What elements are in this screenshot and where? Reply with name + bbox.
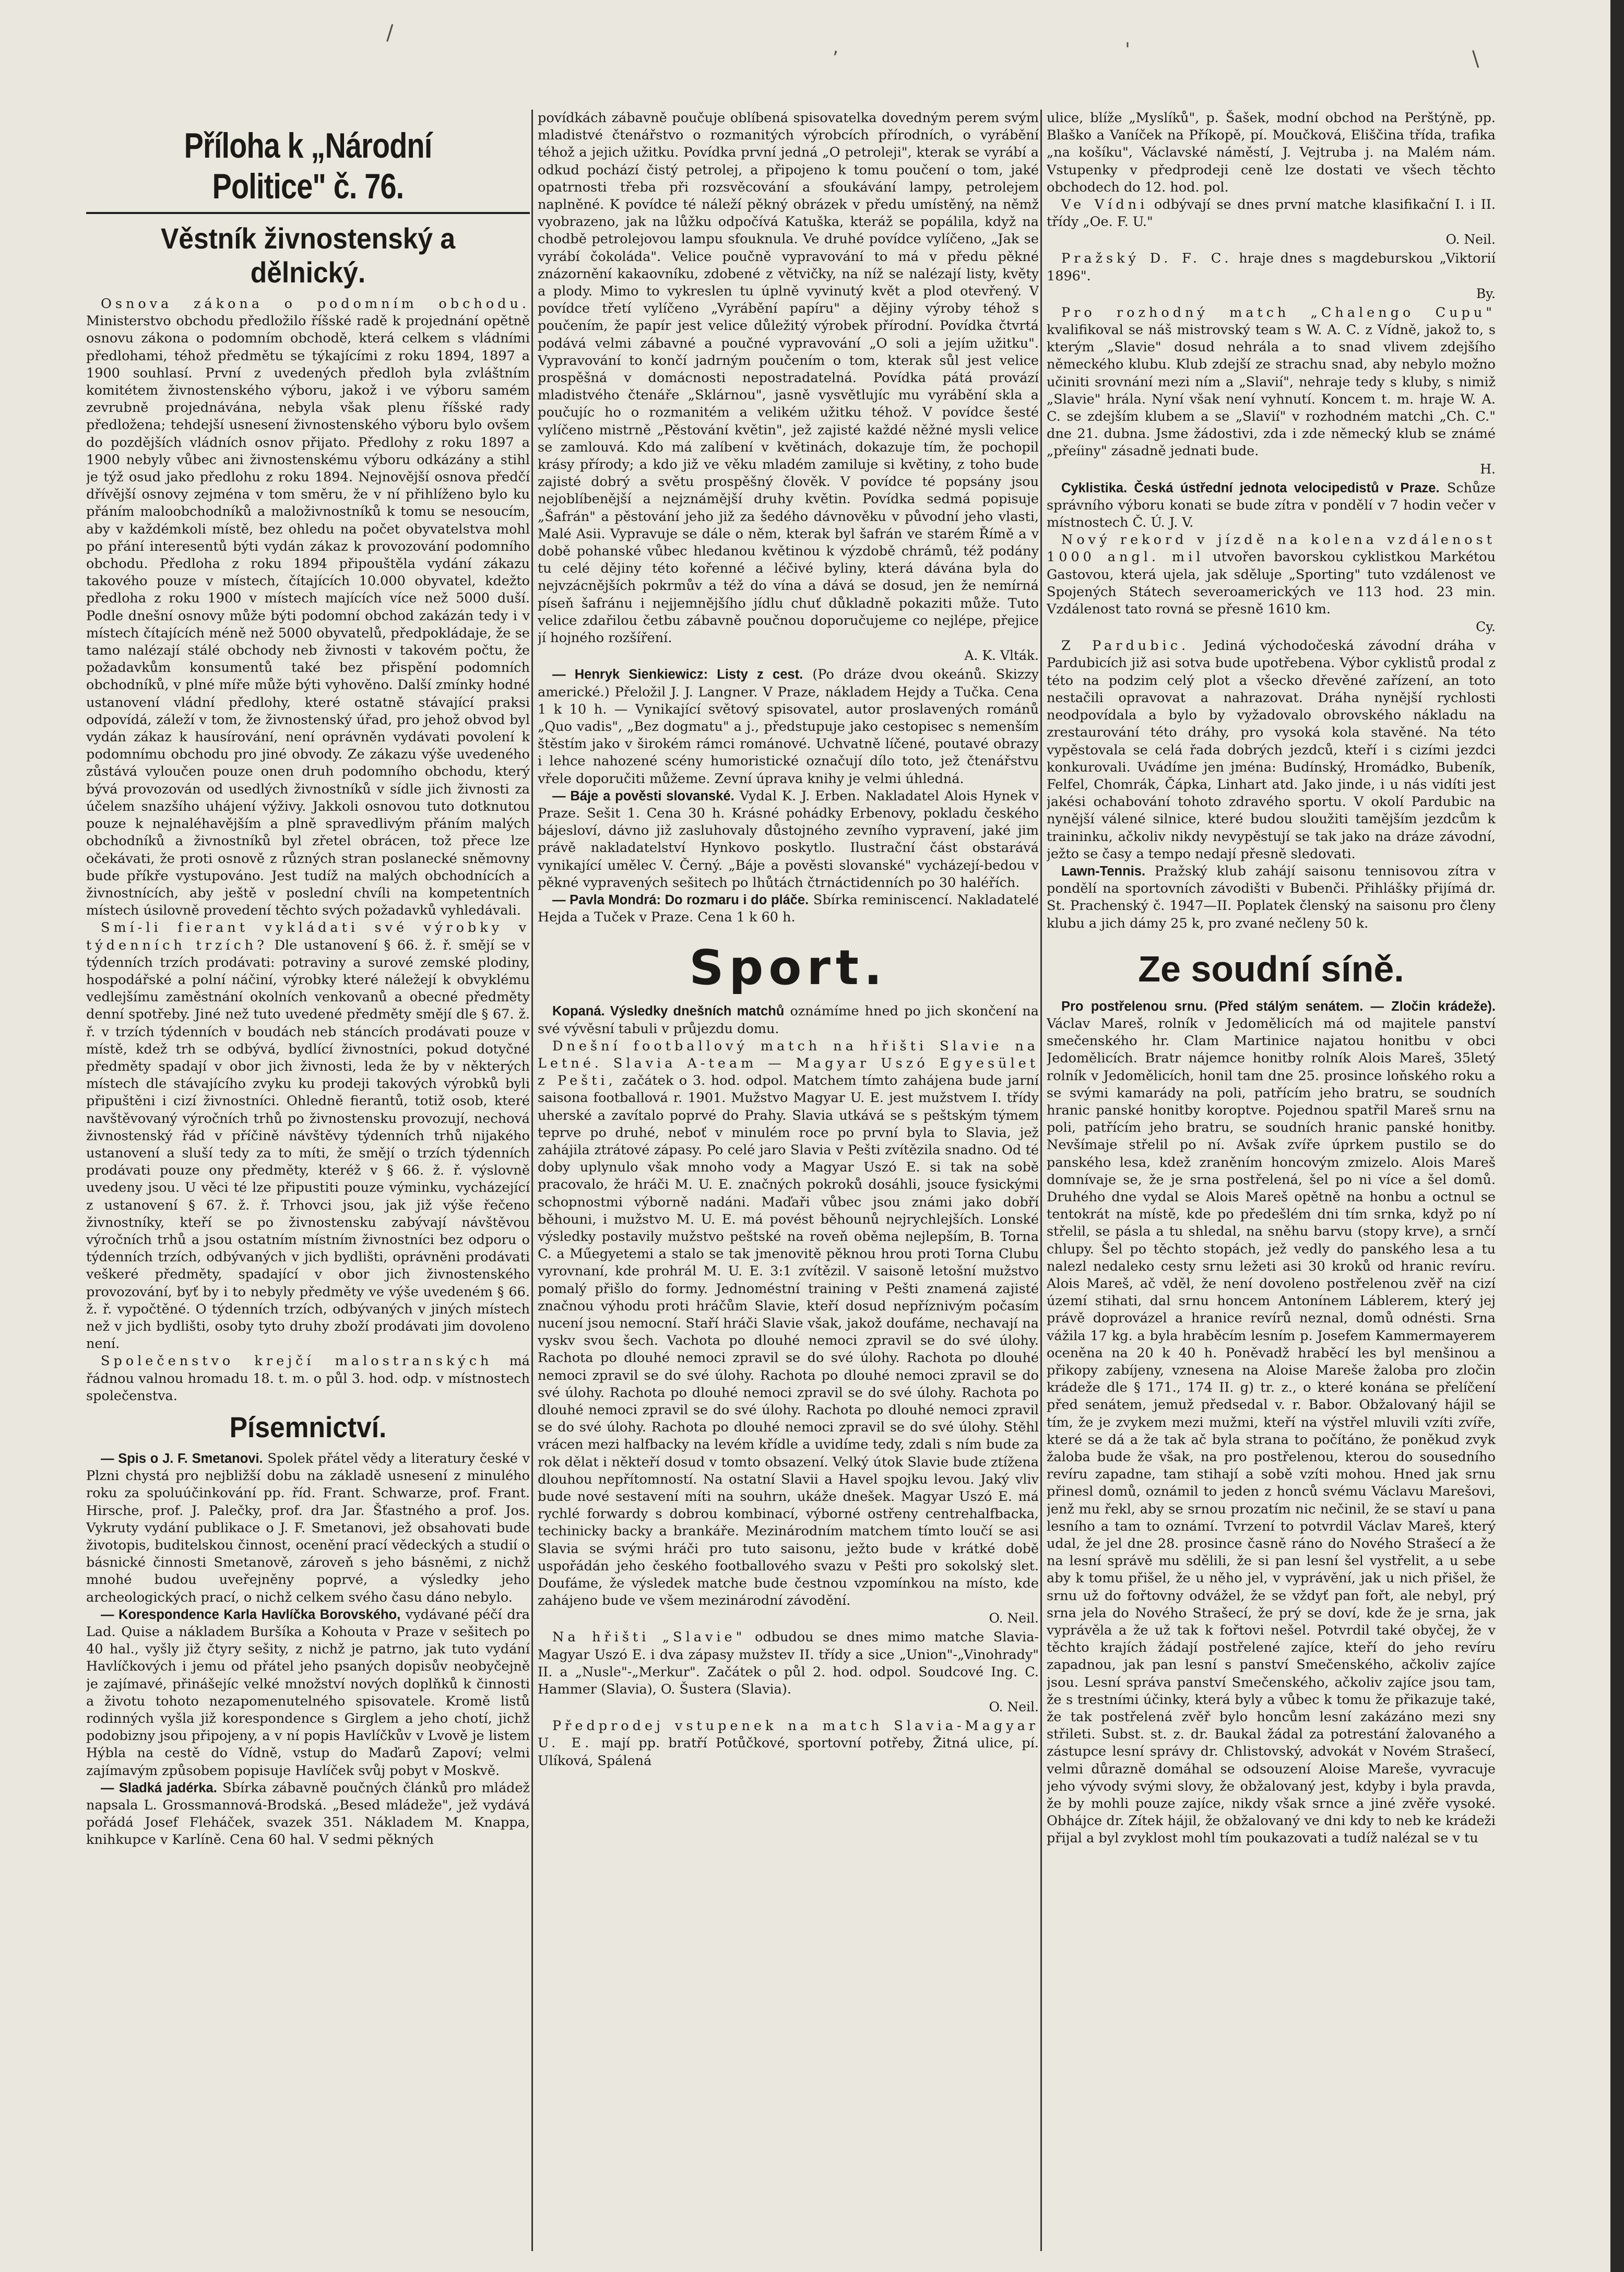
scan-mark: \	[1472, 47, 1479, 71]
article-fierant: Smí-li fierant vykládati své výrobky v týdenních trzích? Dle ustanovení § 66. ž. ř. smějí se v týdenních trzích prodávati: potraviny a surové zemské plodiny, hospodářské a polní náčiní, výrobky které náležejí k obvyklému vedlejšímu zaměstnání okolních venkovanů a obecné předměty denní spotřeby. Jiné než tuto uvedené předměty smějí dle § 67. ž. ř. v trzích týdenních v boudách neb stáncích prodávati pouze v místě, kdež trh se odbývá, bydlící živnostníci, pokud dotyčné předměty spadají v obor jich živnosti, leda že by v některých místech dle stávajícího zvyku ku prodeji takových výrobků byli připuštěni i cizí živnostníci. Ohledně fierantů, totiž osob, které navštěvovaný výročních trhů po živnostensku provozují, nechová živnostenský řád v příčině návštěvy týdenních trhů nijakého ustanovení a sluší tedy za to míti, že smějí o trzích týdenních prodávati pouze ony předměty, kteréž v § 66. ž. ř. výslovně uvedeny jsou. U věci té lze připustiti pouze výminku, vycházející z ustanovení § 67. ž. ř. Trhovci jsou, jak již výše řečeno živnostníky, kteří se po živnostensku zabývají návštěvou výročních trhů a jsou ostatním místním živnostníci bez odporu o týdenních trzích, odbývaných v jich bydlišti, oprávněni prodávati veškeré předměty, spadající v obor jich živnostenského provozování, byť by i to nebyly předměty ve výše uvedeném § 66. ž. ř. vypočtěné. O týdenních trzích, odbývaných v jiných místech než v jich bydlišti, osoby tyto druhy zboží prodávati jim dovoleno není.	[86, 920, 530, 1352]
masthead-rule	[86, 212, 530, 214]
article-podomni-obchod: Osnova zákona o podomním obchodu. Ministerstvo obchodu předložilo říšské radě k projednání opětně osnovu zákona o podomním obchodě, která celkem s vládními předlohami, téhož předmětu se týkajícími z roku 1894, 1897 a 1900 souhlasí. První z uvedených předloh byla zvláštním komitétem živnostenského výboru, jakož i ve výboru samém zevrubně projednávána, nebyla však plenu říšské rady předložena; tehdejší usnesení živnostenského výboru bylo ovšem do pozdějších vládních osnov přijato. Předlohy z roku 1897 a 1900 nebyly vůbec ani živnostenskému výboru odkázány a stihl je týž osud jako předlohu z roku 1894. Nejnovější osnova předčí dřívější osnovy zejména v tom směru, že v ní přihlíženo bylo ku přáním maloobchodníků a maloživnostníků k tomu se nesoucím, aby v každémkoli místě, bez ohledu na počet obyvatelstva mohl po přání interesentů býti vydán zákaz k provozování podomního obchodu. Předloha z roku 1894 připouštěla vydání zákazu takového pouze v místech, čítajících 10.000 obyvatel, kdežto předloha z roku 1900 v místech majících více než 5000 duší. Podle dnešní osnovy může býti podomní obchod zakázán tedy i v místech čítajících méně než 5000 obyvatelů, předpokládaje, že se tamo nalézají stálé obchody neb živnosti v takovém počtu, že požadavkům konsumentů také bez přispění podomních obchodníků, v plné míře může býti vyhověno. Další zmínky hodné ustanovení vládní předlohy, které ostatně stávající praksi odpovídá, záleží v tom, že živnostenský úřad, pro jehož obvod byl vydán zákaz k hausírování, není oprávněn vydávati povolení k podomnímu obchodu pro jiné obvody. Ze zákazu výše uvedeného zůstává vyloučen pouze onen druh podomního obchodu, který bývá provozován od usedlých živnostníků v sídle jich živnosti za účelem snazšího uhájení výživy. Jakkoli osnovou tuto dotknutou pouze k nejnaléhavějším a plně spravedlivým přáním malých obchodníků a živnostníků byl zřetel obrácen, tož přece lze očekávati, že proti osnově z různých stran poslanecké sněmovny bude příkře vystupováno. Jest tudíž na malých obchodnících a živnostnících, aby ještě v poslední chvíli na kompetentních místech úsilovně provedení těchto svých požadavků vyhledávali.	[86, 296, 530, 919]
signature: O. Neil.	[1445, 232, 1496, 247]
column-3	[1047, 110, 1496, 2251]
article-viden: Ve Vídni odbývají se dnes první matche klasifikační I. i II. třídy „Oe. F. U."	[1047, 197, 1496, 230]
signature: H.	[1480, 461, 1496, 477]
section-heading-soudni-sin: Ze soudní síně.	[1138, 948, 1404, 989]
article-sladka-jaderka: — Sladká jadérka. Sbírka zábavně poučných článků pro mládež napsala L. Grossmannová-Brodská. „Besed mládeže", jež vydává pořádá Josef Fleháček, svazek 351. Nákladem M. Knappa, knihkupce v Karlíně. Cena 60 hal. V sedmi pěkných	[86, 1780, 530, 1848]
article-predprodej: Předprodej vstupenek na match Slavia-Magyar U. E. mají pp. bratří Potůčkové, sportovní potřeby, Žitná ulice, pí. Ulíková, Spálená	[538, 1718, 1039, 1769]
scan-edge	[1610, 0, 1624, 2272]
article-sienkiewicz: — Henryk Sienkiewicz: Listy z cest. (Po dráze dvou okeánů. Skizzy americké.) Přeložil J. J. Langner. V Praze, nákladem Hejdy a Tučka. Cena 1 k 10 h. — Vynikající světový spisovatel, autor proslavených románů „Quo vadis", „Bez dogmatu" a j., předstupuje jako cestopisec s nemenším štěstím jako v širokém rámci románové. Uchvatně líčené, poutavé obrazy i lehce nahozené scény humoristické označují dílo toto, jež čtenářstvu vřele doporučiti můžeme. Zevní úprava knihy je velmi úhledná.	[538, 667, 1039, 787]
article-chalengo: Pro rozhodný match „Chalengo Cupu" kvalifikoval se náš mistrovský team s W. A. C. z Vídně, jakož to, s kterým „Slavie" dosud nehrála a to snad vlivem zdejšího německého klubu. Klub zdejší ze strachu snad, aby nebylo možno učiniti srovnání mezi ním a „Slavií", nehraje tedy s kluby, s nimiž „Slavie" hrála. Nyní však není vyhnutí. Koncem t. m. hraje W. A. C. se zdejším klubem a se „Slavií" v rozhodném matchi „Ch. C." dne 21. dubna. Jsme žádostivi, zda i zde německý klub se známé „přeíiny" zásadně jednati bude.	[1047, 304, 1496, 459]
section-heading-sport: Sport.	[689, 940, 887, 996]
article-povidky: povídkách zábavně poučuje oblíbená spisovatelka dovedným perem svým mladistvé čtenářstvo o rozmanitých výrobcích přírodních, o vyrábění téhož a jejich užitku. Povídka první jedná „O petroleji", kterak se vyrábí a odkud pochází čistý petrolej, a připojeno k tomu poučení o tom, jaké opatrnosti třeba při rozsvěcování a sfoukávání lampy, petrolejem naplněné. K povídce té náleží pěkný obrázek v předu umístěný, na němž vyobrazeno, jak na lůžku odpočívá Katuška, kteráž se popálila, když na chodbě petrolejovou lampu sfouknula. Ve druhé povídce vylíčeno, „Jak se vyrábí čokoláda". Velice poučně vypravování to má v předu pěkné znázornění kakaovníku, zdobené z větvičky, na níž se nalézají listy, květy a plody. Mimo to vykreslen tu úplně vyvinutý květ a plod otevřený. V povídce třetí vylíčeno „Vyrábění papíru" a dějiny výroby téhož s poučením, že papír jest velice důležitý výrobek přírodní. Povídka čtvrtá podává velmi zábavné a poučné vypravování „O soli a jejím užitku". Vypravování to končí jadrným poučením o tom, kterak sůl jest velice prospěšná v domácnosti nepostradatelná. Povídka pátá provází mladistvého čtenáře „Sklárnou", jasně vysvětlujíc mu vyrábění skla a poučujíc ho o rozmanitém a velikém užitku téhož. V povídce šesté vylíčeno mistrně „Pěstování květin", jež zajisté každé něžné mysli velice se zamlouvá. Kdo má zalíbení v květinách, dokazuje tím, že pochopil krásy přírody; a kdo již ve věku mladém zamiluje si květiny, z toho bude zajisté dobrý a světu prospěšný člověk. V povídce té popsány jsou nejoblíbenější a nejznámější druhy květin. Povídka sedmá popisuje „Šafrán" a pěstování jeho již za šedého dávnověku v původní jeho vlasti, Malé Asii. Vypravuje se dále o něm, kterak byl šafrán ve starém Římě a v době pohanské vůbec hledanou květinou k výzdobě chrámů, též podány tu celé dějiny této kořenné a léčivé byliny, která dávána byla do nejvzácnějších pokrmův a též do vína a dává se dosud, jen že nemírná píseň šafránu i nejjemnějšího jídlu chuť důkladně pokaziti může. Tuto velice zdařilou četbu zábavně poučnou doporučujeme co nejlépe, přejice jí hojného rozšíření.	[538, 110, 1039, 646]
column-1	[86, 110, 530, 2251]
column-2	[538, 110, 1039, 2251]
article-lawn-tennis: Lawn-Tennis. Pražský klub zahájí saisonu tennisovou zítra v pondělí na sportovních závodišti v Bubenči. Přihlášky přijímá dr. St. Prachenský č. 1947—II. Poplatek členský na saisonu pro členy klubu a jich dámy 25 k, pro zvané nečleny 50 k.	[1047, 863, 1496, 931]
column-rule	[531, 110, 533, 2251]
article-havlicek: — Korespondence Karla Havlíčka Borovského, vydávané péčí dra Lad. Quise a nákladem Buršíka a Kohouta v Praze v sešitech po 40 hal., vyšly již čtyry sešity, z nichž je patrno, jak tuto vydání Havlíčkových i jemu od přátel jeho psaných dopisův neobyčejně je zajímavé, přinášejíc velké množství nových doplňků k činnosti a životu tohoto nezapomenutelného spisovatele. Kromě listů rodinných vyšla již korespondence s Girglem a jeho chotí, jichž podobizny jsou připojeny, a v ní popis Havlíčkův v Lvově je listem Hýbla na cestě do Vídně, vstup do Maďarů Zapoví; velmi zajímavým způsobem popisuje Havlíček svůj pobyt v Moskvě.	[86, 1606, 530, 1779]
signature: A. K. Vlták.	[964, 648, 1039, 664]
article-cyklistika: Cyklistika. Česká ústřední jednota velocipedistů v Praze. Schůze správního výboru konati se bude zítra v pondělí v 7 hodin večer v místnostech Č. Ú. J. V.	[1047, 480, 1496, 531]
column-rule	[1040, 110, 1042, 2251]
masthead: Příloha k „Národní Politice" č. 76.	[184, 126, 432, 206]
article-kopana: Kopaná. Výsledky dnešních matchů oznámíme hned po jich skončení na své vývěsní tabuli v průjezdu domu.	[538, 1003, 1039, 1037]
article-pardubice: Z Pardubic. Jediná východočeská závodní dráha v Pardubicích již asi sotva bude upotřebena. Výbor cyklistů prodal z této na podzim celý plot a všecko dřevěné zařízení, an toto nestačili opravovat a nahrazovat. Dráha nynější rychlosti neodpovídala a bylo by vyžadovalo obrovského nákladu na zrestaurování této dráhy, pro vysoká kola stavěné. Na této vypěstovala se celá řada dobrých jezdců, kteří i s cizími jezdci konkurovali. Uvádíme jen jména: Budínský, Hromádko, Bubeník, Felfel, Chomrák, Čápka, Linhart atd. Jako jinde, i u nás vidíti jest jakési ochabování tohoto zdravého sportu. V okolí Pardubic na nynější válené silnice, které budou sloužiti tamějším jezdcům k traininku, ačkoliv nikdy nevypěstují se tak jako na dráze závodní, ježto se časy a tempo nedají přesně sledovati.	[1047, 638, 1496, 862]
article-srna: Pro postřelenou srnu. (Před stálým senátem. — Zločin krádeže). Václav Mareš, rolník v Jedomělicích má od majitele panství smečenského hr. Clam Martinice najatou honitbu v obci Jedomělicích. Bratr nájemce honitby rolník Alois Mareš, 35letý rolník v Jedomělicích, honil tam dne 25. prosince loňského roku a se svými kamarády na poli, patřícím jeho bratru, se soudních hranic panské honitby koroptve. Pojednou spatřil Mareš srnu na poli, patřícím jeho bratru, se soudních hranic panské honitby. Nevšímaje střelil po ní. Avšak zvíře úprkem pustilo se do panského lesa, kdež zraněním honcovým zmizelo. Alois Mareš domnívaje se, že je srna postřelená, šel po ni více a šel domů. Druhého dne vydal se Alois Mareš opětně na honbu a octnul se tentokrát na místě, kde po předešlém dni tím srnka, když po ní střelil, se pásla a tu shledal, na sněhu barvu (stopy krve), a srnčí chlupy. Šel po těchto stopách, jež vedly do panského lesa a tu nalezl nedaleko cesty srnu ležeti asi 30 kroků od hranic revíru. Alois Mareš, ač vděl, že není dovoleno postřelenou zvěř na cizí území stihati, dal srnu honcem Antonínem Láblerem, který jej právě doprovázel a hranice revírů neznal, domů odnésti. Srna vážila 17 kg. a byla hraběcím lesním p. Josefem Kammermayerem oceněna na 20 k 40 h. Poněvadž hraběcí les byl menšinou a přikopy zabíjeny, vznesena na Aloise Mareše žaloba pro zločin krádeže dle § 171., 174 II. g) tr. z., o které konána se přelíčení před senátem, jemuž předsedal v. r. Babor. Obžalovaný hájil se tím, že je zvykem mezi mužmi, kteří na výstřel mluvili vzíti zvíře, které se dá a že tak ač byla strana to počítáno, že poněkud zvyk žaloba bude že však, na pro postřelenou, kterou do sousedního revíru zapadne, tam stihají a sobě vzíti mohou. Hned jak srnu přinesl domů, oznámil to jeden z honců svému Václavu Marešovi, jenž mu řekl, aby se srnou prozatím nic nečinil, že se staví u pana lesního a tam to oznámí. Tvrzení to potvrdil Václav Mareš, který udal, že jel dne 28. prosince časně ráno do Nového Strašecí a že na lesní správě mu sdělili, že si pan lesní šel vystřelit, a u sebe aby k tomu přišel, že u něho jel, v vyprávění, jak u nich přišel, že srnu už do fořtovny odvážel, že se vždyť pan fořt, ale nebyl, prý srna jela do Nového Strašecí, že prý se doví, kde že je srna, jak vyprávěla a že už tak k fořtovi nešel. Potvrdil také obyčej, že v těchto krajích žádají postřelené zajíce, kteří do jeho revíru zapadnou, jak pan lesní s panství Smečenského, ačkoliv zajíce jsou. Lesní správa panství Smečenského, ačkoliv zajíce jsou tam, že s trestními účinky, která byly a vůbec k tomu že přikazuje také, že tak postřelená zvěř bylo honcům lesní zakázáno mezi sny střileti. Subst. st. z. dr. Baukal žádal za potrestání žalovaného a zástupce lesní správy dr. Chlistovský, advokát v Novém Strašecí, velmi důrazně domáhal se odsouzení Aloise Mareše, vyvracuje jeho vývody svými slovy, že obžalovaný jest, kdyby i byla pravda, že by mohli pouze zajíce, nikdy však srnce a jiné zvěře vysoké. Obhájce dr. Zítek hájil, že obžalovaný ve dni kdy to neb ke krádeži přijal a byl zvyklost mohl tím poukazovati a tudíž nalézal se v tu	[1047, 999, 1496, 1847]
section-heading-vestnik: Věstník živnostenský a dělnický.	[160, 222, 456, 289]
scan-mark: /	[386, 21, 394, 45]
signature: Cy.	[1476, 619, 1496, 635]
scan-mark: '	[1125, 39, 1130, 61]
scan-mark: ,	[833, 37, 839, 58]
article-predprodej-cont: ulice, blíže „Myslíků", p. Šašek, modní obchod na Perštýně, pp. Blaško a Vaníček na Příkopě, pí. Moučková, Eliščina třída, trafika „na košíku", Václavské náměstí, J. Vejtruba j. na Malém nám. Vstupenky v předprodeji ceně lze dostati ve všech těchto obchodech do 12. hod. pol.	[1047, 110, 1496, 195]
article-match-slavia: Dnešní footballový match na hřišti Slavie na Letné. Slavia A-team — Magyar Uszó Egyesület z Pešti, začátek o 3. hod. odpol. Matchem tímto zahájena bude jarní saisona footballová r. 1901. Mužstvo Magyar U. E. jest mužstvem I. třídy uherské a zavítalo poprvé do Prahy. Slavia utkává se s peštským týmem teprve po druhé, neboť v minulém roce po první byla to Slavia, jež zahájila ztrátové zápasy. Po celé jaro Slavia v Pešti zvítězila snadno. Od té doby uplynulo však mnoho vody a Magyar Uszó E. si tak na sobě pracovalo, že hráči M. U. E. značných pokroků dosáhli, jsouce fysickými schopnostmi výborně nadáni. Maďaři vůbec jsou známi jako dobří běhouni, i mužstvo M. U. E. má povést běhounů nejrychlejších. Lonské výsledky postavily mužstvo peštské na roveň oběma nejlepším, B. Torna C. a Műegyetemi a stalo se tak jmenovitě pěknou hrou proti Torna Clubu vyrovnaní, kde prohrál M. U. E. 3:1 zvítězil. V saisoně letošní mužstvo pomalý přišlo do formy. Jednoméstní training v Pešti znamená zajisté značnou výhodu proti hráčům Slavie, kteří dosud nepříznivým počasím nucení jsou nemocní. Staří hráči Slavie však, jakož doufáme, nechavají na vyskv svou šech. Vachota po dlouhé nemoci zpravil se do své úlohy. Rachota po dlouhé nemoci zpravil se do své úlohy. Rachota po dlouhé nemoci zpravil se do své úlohy. Rachota po dlouhé nemoci zpravil se do své úlohy. Rachota po dlouhé nemoci zpravil se do své úlohy. Rachota po dlouhé nemoci zpravil se do své úlohy. Rachota po dlouhé nemoci zpravil se do své úlohy. Rachota po dlouhé nemoci zpravil se do své úlohy. Stěhl vrácen mezi halfbacky na levém křídle a uvidíme tedy, zdali s ním bude za rok dělat i někteří dosud v tomto obsazení. Velký útok Slavie bude ztížena dlouhou nepřítomností. Na ostatní Slavii a Havel spojku levou. Jaký vliv bude nové sestavení míti na souhrn, ukáže dnešek. Magyar Uszó E. má rychlé forwardy s dobrou kombinací, výborné ostřeny centrehalfbacka, techinicky backy a brankáře. Mezinárodním matchem tímto loučí se asi Slavia se svými hráči pro tuto saisonu, ježto bude v krátké době uspořádán jeho českého footballového svazu v Pešti pro sokolský slet. Doufáme, že výsledek matche bude čestnou vzpomínkou na místo, kde zahájeno bude ve všem mezinárodní závodění.	[538, 1038, 1039, 1609]
article-rekord: Nový rekord v jízdě na kolena vzdálenost 1000 angl. mil utvořen bavorskou cyklistkou Markétou Gastovou, která ujela, jak sděluje „Sporting" tuto vzdálenost ve Spojených Státech severoamerických ve 113 hod. 23 min. Vzdálenost tato rovná se přesně 1610 km.	[1047, 532, 1496, 618]
article-spolecenstvo: Společenstvo krejčí malostranských má řádnou valnou hromadu 18. t. m. o půl 3. hod. odp. v místnostech společenstva.	[86, 1353, 530, 1404]
signature: O. Neil.	[989, 1699, 1039, 1715]
signature: O. Neil.	[989, 1611, 1039, 1626]
signature: By.	[1476, 286, 1496, 301]
article-smetana: — Spis o J. F. Smetanovi. Spolek přátel vědy a literatury české v Plzni chystá pro nejbližší dobu na základě usnesení z minulého roku za spoluúčinkování pp. říd. Frant. Schwarze, prof. Frant. Hirsche, prof. J. Palečky, prof. dra Jar. Šťastného a prof. Jos. Vykruty vydání publikace o J. F. Smetanovi, jež obsahovati bude životopis, buditelskou činnost, ocenění prací vědeckých a studií o básnické činnosti Smetanově, zároveň s jeho básněmi, z nichž mnohé budou uveřejněny poprvé, a výsledky jeho archeologických prací, o nichž celkem svého času dáno nebylo.	[86, 1451, 530, 1605]
section-heading-pisemnictvi: Písemnictví.	[229, 1411, 387, 1443]
article-hriste-slavie: Na hřišti „Slavie" odbudou se dnes mimo matche Slavia-Magyar Uszó E. i dva zápasy mužstev II. třídy a sice „Union"-„Vinohrady" II. a „Nusle"-„Merkur". Začátek o půl 2. hod. odpol. Soudcové Ing. C. Hammer (Slavia), O. Šustera (Slavia).	[538, 1629, 1039, 1698]
article-mondra: — Pavla Mondrá: Do rozmaru i do pláče. Sbírka reminiscencí. Nakladatelé Hejda a Tuček v Praze. Cena 1 k 60 h.	[538, 892, 1039, 926]
article-baje: — Báje a pověsti slovanské. Vydal K. J. Erben. Nakladatel Alois Hynek v Praze. Sešit 1. Cena 30 h. Krásné pohádky Erbenovy, pokladu českého bájesloví, dávno již zasluhovaly důstojného zevního vypravení, jaké jim právě nakladatelství Hynkovo poskytlo. Ilustrační část obstarává vynikající umělec V. Černý. „Báje a pověsti slovanské" vycházejí-bedou v pěkné vypravených sešitech po lhůtách čtrnáctidenních po 30 haléřích.	[538, 788, 1039, 891]
article-dfc: Pražský D. F. C. hraje dnes s magdeburskou „Viktorií 1896".	[1047, 251, 1496, 284]
